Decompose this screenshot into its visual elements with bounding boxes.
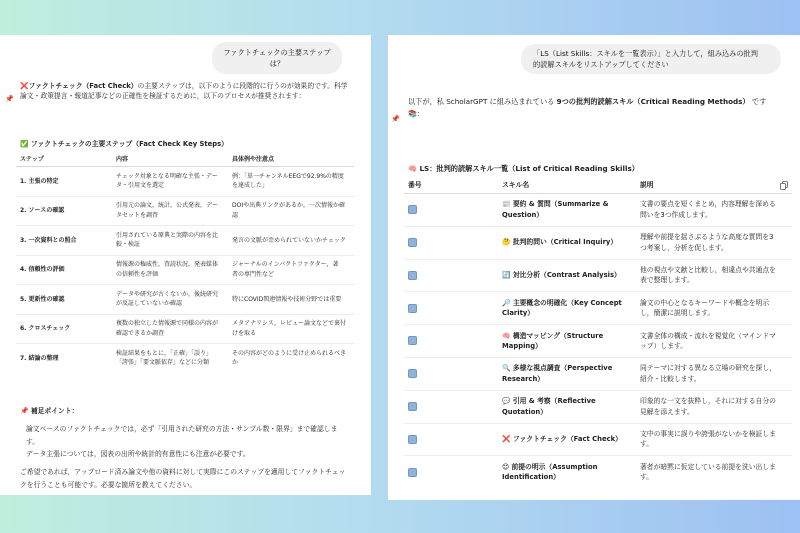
example-line: けを取る	[232, 329, 257, 337]
content-line: データや研究が古くないか，後続研究	[116, 290, 219, 298]
skill-line: 🧠 構造マッピング（Structure	[502, 331, 604, 340]
content-cell	[112, 344, 228, 373]
number-cell	[404, 259, 498, 292]
number-badge-icon	[408, 435, 417, 444]
supplement-title: 📌 補足ポイント：	[20, 407, 79, 415]
content-line: が反証していないか確認	[116, 300, 183, 308]
step-cell: 6. クロスチェック	[16, 314, 112, 344]
description-cell	[636, 292, 792, 325]
table-row	[16, 196, 354, 226]
content-cell	[112, 196, 228, 226]
desc-line: し，簡潔に説明します。	[640, 309, 715, 318]
skill-line: Question）	[502, 210, 544, 219]
example-cell	[228, 167, 354, 197]
example-line: メタアナリシス，レビュー論文などで裏付	[232, 320, 347, 328]
example-cell	[228, 255, 354, 285]
number-badge-icon	[408, 304, 417, 313]
pin-icon: 📌	[391, 115, 400, 123]
content-line: タセットを調査	[116, 211, 159, 219]
content-line: タ・引用文を選定	[116, 182, 165, 190]
step-cell: 7. 結論の整理	[20, 354, 59, 362]
skill-line: Research）	[502, 374, 545, 383]
desc-line: 理解や前提を揺さぶるような高度な質問を3	[640, 233, 774, 242]
desc-line: 見解を添えます。	[640, 407, 694, 416]
example-line: を達成した」	[232, 182, 269, 190]
desc-line: 印象的な一文を抜粋し，それに対する自分の	[640, 397, 776, 406]
number-cell	[404, 357, 498, 390]
example-line: DOIや出典リンクがあるか，一次情報か確	[232, 202, 345, 210]
skill-cell	[498, 226, 636, 259]
col-header-skill: スキル名	[498, 179, 636, 194]
step-cell: 4. 信頼性の評価	[16, 255, 112, 285]
content-line: 「誇張」「要文脈依存」などに分類	[116, 359, 210, 367]
content-line: 複数の独立した情報源で同様の内容が	[116, 320, 219, 328]
skill-line: 🔎 主要概念の明確化（Key Concept	[502, 298, 622, 307]
left-chat-panel	[0, 35, 371, 495]
table-row	[404, 292, 792, 325]
skill-cell	[498, 423, 636, 456]
number-badge-icon	[408, 336, 417, 345]
desc-line: 同テーマに対する異なる立場の研究を探し，	[640, 364, 776, 373]
skill-cell	[498, 390, 636, 423]
table-title: 🧠 LS：批判的読解スキル一覧（List of Critical Reading Skills）	[408, 164, 639, 173]
supplement-line: す。	[26, 437, 40, 446]
number-badge-icon	[408, 369, 417, 378]
description-cell	[636, 423, 792, 456]
table-row	[16, 167, 354, 197]
content-line: 確認できるか調査	[116, 329, 165, 337]
user-message-line: 「LS（List Skills：スキルを一覧表示）」と入力して，組み込みの批判	[533, 49, 758, 58]
number-cell	[404, 456, 498, 488]
example-line: か	[232, 359, 239, 367]
right-chat-panel	[388, 35, 800, 500]
example-line: 認	[232, 211, 239, 219]
number-cell	[404, 226, 498, 259]
example-line: 特にCOVID関連情報や技術分野では重要	[232, 295, 342, 303]
user-message-text: ファクトチェックの主要ステップは？	[223, 48, 331, 68]
intro-paragraph	[20, 81, 365, 101]
number-cell	[404, 194, 498, 227]
number-badge-icon	[408, 271, 417, 280]
description-cell	[636, 357, 792, 390]
desc-line: 他の視点や文献と比較し，相違点や共通点を	[640, 265, 776, 274]
skill-line: 🔄 対比分析（Contrast Analysis）	[502, 271, 621, 280]
example-line: その内容がどのように受け止められるべき	[232, 349, 347, 357]
col-header-number: 番号	[404, 179, 498, 194]
skill-cell	[498, 194, 636, 227]
desc-line: 論文の中心となるキーワードや概念を明示	[640, 298, 770, 307]
table-row	[404, 325, 792, 358]
intro-text-line2: 論文・政策提言・報道記事などの正確性を検証するために，以下のプロセスが推奨されます：	[20, 92, 306, 100]
example-cell	[228, 196, 354, 226]
table-row	[404, 423, 792, 456]
number-badge-icon	[408, 205, 417, 214]
fact-check-steps-table	[16, 153, 354, 373]
table-row	[16, 344, 354, 373]
skill-line: Mapping）	[502, 342, 542, 351]
example-cell	[228, 314, 354, 344]
content-line: 較・検証	[116, 241, 141, 249]
content-line: チェック対象となる明確な主張・デー	[116, 172, 218, 180]
example-line: 発言の文脈が歪められていないかチェック	[232, 236, 346, 244]
desc-line: 文中の事実に誤りや誇張がないかを検証しま	[640, 429, 776, 438]
books-icon: 📚：	[408, 109, 425, 118]
content-cell	[112, 285, 228, 315]
desc-line: 文書全体の構成・流れを視覚化（マインドマ	[640, 331, 776, 340]
desc-line: す。	[640, 440, 654, 449]
content-cell	[112, 255, 228, 285]
skill-cell	[498, 357, 636, 390]
desc-line: 表で整理します。	[640, 276, 694, 285]
col-header-description: 説明	[636, 179, 792, 194]
closing-paragraph	[20, 466, 365, 491]
intro-bold-text: 9つの批判的読解スキル（Critical Reading Methods）	[556, 97, 750, 106]
description-cell	[636, 194, 792, 227]
table-row	[404, 259, 792, 292]
intro-text: 以下が，私 ScholarGPT に組み込まれている	[408, 97, 557, 106]
desc-line: す。	[640, 473, 654, 482]
desc-line: 文書の要点を短くまとめ，内容理解を深める	[640, 200, 776, 209]
content-cell	[112, 167, 228, 197]
step-cell: 2. ソースの確認	[16, 196, 112, 226]
content-cell	[112, 226, 228, 256]
col-header-content: 内容	[112, 153, 228, 167]
intro-paragraph	[408, 96, 793, 120]
content-line: 情報源の権威性，査読状況，発表媒体	[116, 261, 219, 269]
example-line: ジャーナルのインパクトファクター，著	[232, 261, 339, 269]
table-title: ✅ ファクトチェックの主要ステップ（Fact Check Key Steps）	[20, 140, 228, 148]
desc-line: 問いを3つ作成します。	[640, 210, 712, 219]
description-cell	[636, 390, 792, 423]
pin-icon: 📌	[5, 95, 14, 103]
content-line: 引用されている原典と実際の内容を比	[116, 231, 219, 239]
number-cell	[404, 390, 498, 423]
number-cell	[404, 423, 498, 456]
description-cell	[636, 325, 792, 358]
skill-line: ❌ ファクトチェック（Fact Check）	[502, 435, 622, 444]
number-badge-icon	[408, 238, 417, 247]
desc-line: ップ）します。	[640, 342, 688, 351]
content-line: 引用元の論文，統計，公式発表，デー	[116, 202, 219, 210]
skill-line: 🔍 多様な視点調査（Perspective	[502, 364, 613, 373]
user-message-line: 的読解スキルをリストアップしてください	[533, 60, 669, 69]
table-row	[404, 390, 792, 423]
desc-line: 紹介・比較します。	[640, 374, 701, 383]
skill-cell	[498, 259, 636, 292]
col-header-example: 具体例や注意点	[228, 153, 354, 167]
example-line: 者の専門性など	[232, 270, 275, 278]
skill-line: Identification）	[502, 473, 560, 482]
table-row	[16, 226, 354, 256]
closing-line: クを行うことも可能です。必要な箇所を教えてください。	[20, 480, 197, 489]
table-row	[16, 255, 354, 285]
skill-line: 😊 前提の明示（Assumption	[502, 462, 598, 471]
desc-line: つ考案し，分析を促します。	[640, 243, 728, 252]
table-row	[16, 285, 354, 315]
closing-line: ご希望であれば，アップロード済み論文や他の資料に対して実際にこのステップを適用してファクトチェッ	[20, 468, 346, 476]
description-cell	[636, 456, 792, 488]
step-cell: 5. 更新性の確認	[16, 285, 112, 315]
intro-title: ファクトチェック（Fact Check）	[28, 82, 138, 90]
example-line: 例：「単一チャンネルEEGで92.9%の精度	[232, 172, 344, 180]
number-badge-icon	[408, 468, 417, 477]
skill-cell	[498, 456, 636, 488]
skill-cell	[498, 292, 636, 325]
example-cell	[228, 344, 354, 373]
table-row	[16, 314, 354, 344]
skill-line: 📰 要約 & 質問（Summarize &	[502, 200, 609, 209]
intro-text: の主要ステップは，以下のように段階的に行うのが効果的です。科学	[137, 82, 348, 90]
content-line: の信頼性を評価	[116, 270, 159, 278]
col-header-step: ステップ	[16, 153, 112, 167]
critical-reading-skills-table	[404, 179, 792, 488]
number-cell	[404, 292, 498, 325]
supplement-line: データ主張については，図表の出所や統計的有意性にも注意が必要です。	[26, 450, 250, 458]
skill-line: 💬 引用 & 考察（Reflective Quotation）	[502, 397, 596, 416]
supplement-line: 論文ベースのファクトチェックでは，必ず「引用された研究の方法・サンプル数・限界」まで確認しま	[26, 425, 338, 433]
skill-line: 🤔 批判的問い（Critical Inquiry）	[502, 238, 618, 247]
step-cell: 3. 一次資料との照合	[16, 226, 112, 256]
desc-line: 著者が暗黙に仮定している前提を洗い出しま	[640, 462, 776, 471]
table-row	[404, 226, 792, 259]
number-cell	[404, 325, 498, 358]
user-message-bubble	[521, 44, 781, 74]
cross-icon: ❌	[20, 82, 29, 90]
table-header-row	[16, 153, 354, 167]
example-cell	[228, 285, 354, 315]
content-cell	[112, 314, 228, 344]
user-message-bubble	[212, 42, 342, 74]
description-cell	[636, 226, 792, 259]
supplement-body	[26, 423, 366, 461]
table-header-row	[404, 179, 792, 194]
skill-line: Clarity）	[502, 309, 535, 318]
skill-cell	[498, 325, 636, 358]
intro-text-end: です	[749, 97, 767, 106]
number-badge-icon	[408, 402, 417, 411]
step-cell: 1. 主張の特定	[16, 167, 112, 197]
content-line: 検証結果をもとに，「正確」「誤り」	[116, 349, 213, 357]
table-row	[404, 357, 792, 390]
example-cell	[228, 226, 354, 256]
table-row	[404, 194, 792, 227]
description-cell	[636, 259, 792, 292]
table-row	[404, 456, 792, 488]
